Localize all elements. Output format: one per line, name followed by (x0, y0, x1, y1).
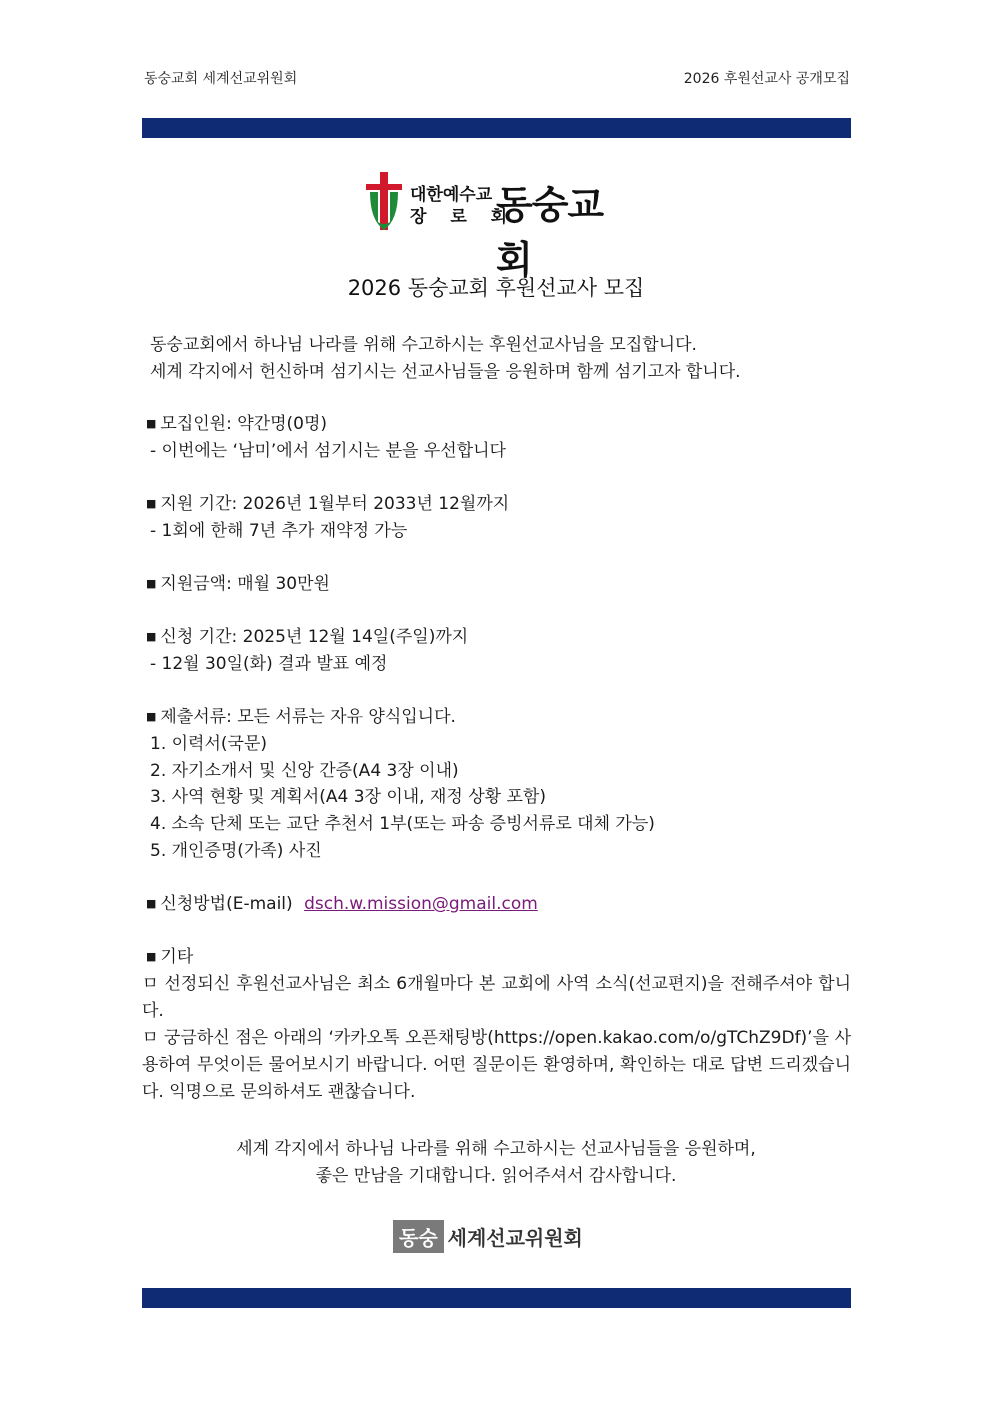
email-link[interactable]: dsch.w.mission@gmail.com (304, 894, 538, 914)
signature (393, 1220, 583, 1252)
bullet-icon: ■ (146, 417, 157, 430)
apply-section (146, 625, 468, 649)
bullet-icon: ■ (146, 497, 157, 510)
docs-item: 1. 이력서(국문) (150, 734, 267, 754)
docs-item: 3. 사역 현황 및 계획서(A4 3장 이내, 재정 상황 포함) (150, 787, 546, 807)
etc-section (146, 945, 193, 969)
church-cross-logo-icon (364, 170, 404, 234)
method-section (146, 892, 538, 916)
logo-denomination-line1: 대한예수교 (410, 185, 493, 205)
signature-text: 세계선교위원회 (447, 1226, 583, 1250)
closing-line-1: 세계 각지에서 하나님 나라를 위해 수고하시는 선교사님들을 응원하며, (236, 1139, 756, 1159)
bottom-bar (142, 1288, 851, 1308)
header-left: 동숭교회 세계선교위원회 (144, 71, 298, 87)
docs-label: 제출서류: 모든 서류는 자유 양식입니다. (160, 707, 456, 727)
header-right: 2026 후원선교사 공개모집 (683, 71, 850, 87)
docs-section (146, 705, 456, 729)
etc-paragraph-1: ㅁ 선정되신 후원선교사님은 최소 6개월마다 본 교회에 사역 소식(선교편지)을 전해주셔야 합니다. (142, 974, 851, 1021)
period-note: - 1회에 한해 7년 추가 재약정 가능 (150, 521, 408, 541)
bullet-icon: ■ (146, 897, 157, 910)
church-logo (364, 170, 634, 282)
top-bar (142, 118, 851, 138)
intro-line-2: 세계 각지에서 헌신하며 섬기시는 선교사님들을 응원하며 함께 섬기고자 합니다. (150, 362, 741, 382)
closing-line-2: 좋은 만남을 기대합니다. 읽어주셔서 감사합니다. (315, 1166, 677, 1186)
page-title: 2026 동숭교회 후원선교사 모집 (347, 276, 645, 300)
logo-church-name: 동숭교회 (496, 183, 604, 282)
apply-note: - 12월 30일(화) 결과 발표 예정 (150, 654, 388, 674)
method-label: 신청방법(E-mail) (160, 894, 293, 914)
bullet-icon: ■ (146, 950, 157, 963)
docs-item: 2. 자기소개서 및 신앙 간증(A4 3장 이내) (150, 761, 459, 781)
bullet-icon: ■ (146, 630, 157, 643)
docs-item: 4. 소속 단체 또는 교단 추천서 1부(또는 파송 증빙서류로 대체 가능) (150, 814, 655, 834)
period-label: 지원 기간: 2026년 1월부터 2033년 12월까지 (160, 494, 510, 514)
amount-section (146, 572, 330, 596)
recruit-label: 모집인원: 약간명(0명) (160, 414, 327, 434)
bullet-icon: ■ (146, 710, 157, 723)
recruit-note: - 이번에는 ‘남미’에서 섬기시는 분을 우선합니다 (150, 441, 506, 461)
amount-label: 지원금액: 매월 30만원 (160, 574, 330, 594)
intro-line-1: 동숭교회에서 하나님 나라를 위해 수고하시는 후원선교사님을 모집합니다. (150, 335, 697, 355)
signature-box: 동숭 (393, 1220, 444, 1253)
bullet-icon: ■ (146, 577, 157, 590)
etc-paragraph-2: ㅁ 궁금하신 점은 아래의 ‘카카오톡 오픈채팅방(https://open.kakao.com/o/gTChZ9Df)’을 사용하여 무엇이든 물어보시기 바랍니다. 어떤 질문이든 환영하며, 확인하는 대로 답변 드리겠습니다. 익명으로 문의하셔도 괜찮습니다. (142, 1028, 851, 1102)
etc-label: 기타 (160, 947, 194, 967)
logo-denomination-line2: 장 로 회 (410, 207, 517, 227)
docs-item: 5. 개인증명(가족) 사진 (150, 841, 322, 861)
apply-label: 신청 기간: 2025년 12월 14일(주일)까지 (160, 627, 469, 647)
period-section (146, 492, 509, 516)
recruit-section (146, 412, 327, 436)
